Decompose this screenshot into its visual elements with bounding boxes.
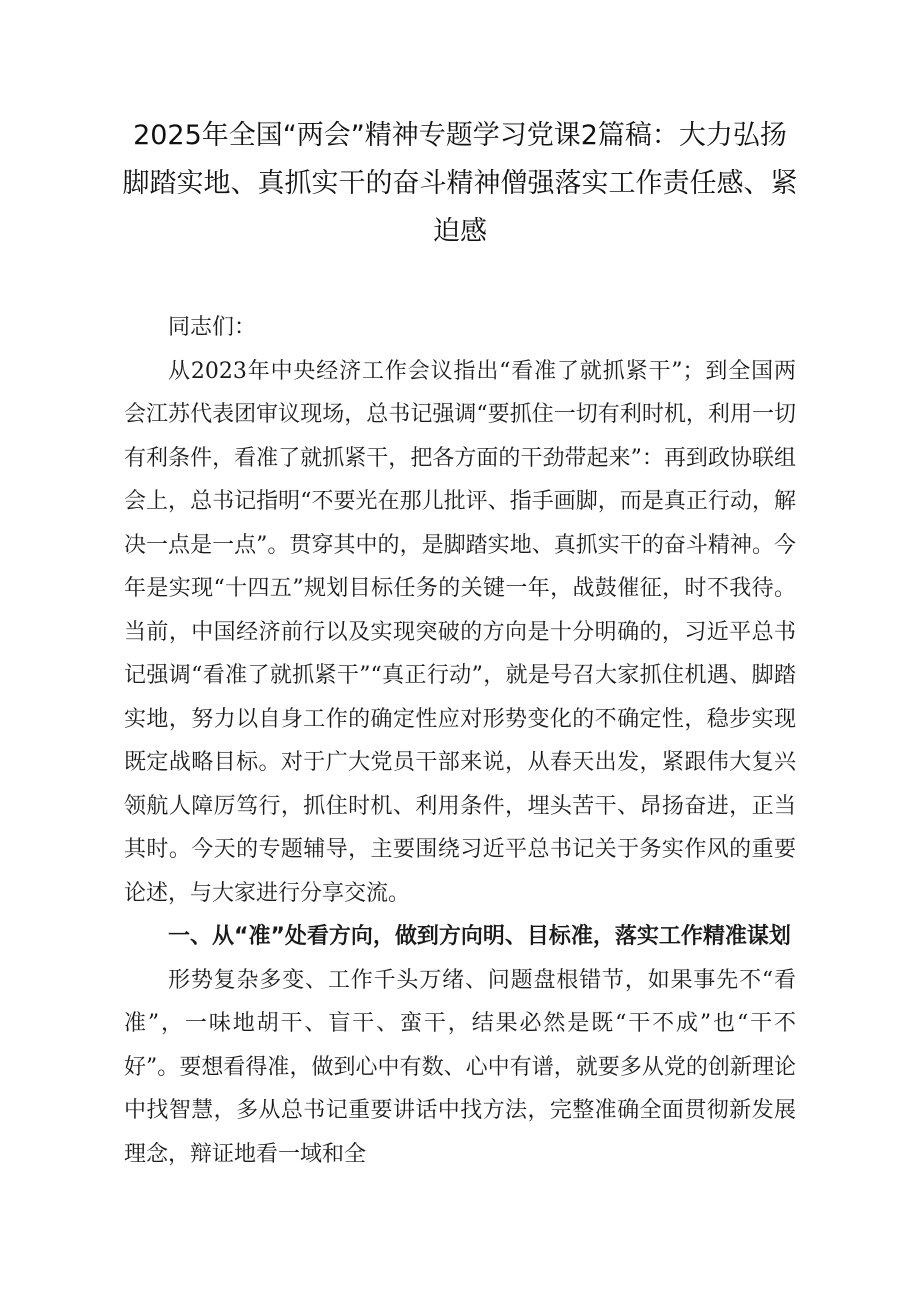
section-paragraph: 形势复杂多变、工作千头万绪、问题盘根错节，如果事先不“看准”，一味地胡干、盲干、蛮干，结果必然是既“干不成”也“干不好”。要想看得准，做到心中有数、心中有谱，就要多从党的创新理论中找智慧，多从总书记重要讲话中找方法，完整准确全面贯彻新发展理念，辩证地看一域和全 bbox=[124, 967, 796, 1167]
document-body bbox=[124, 306, 796, 1176]
section-heading: 一、从“准”处看方向，做到方向明、目标准，落实工作精准谋划 bbox=[168, 924, 791, 949]
salutation: 同志们： bbox=[168, 315, 257, 340]
document-title: 2025年全国“两会”精神专题学习党课2篇稿：大力弘扬脚踏实地、真抓实干的奋斗精神僧强落实工作责任感、紧迫感 bbox=[122, 120, 798, 247]
paragraph: 从2023年中央经济工作会议指出“看准了就抓紧干”；到全国两会江苏代表团审议现场，总书记强调“要抓住一切有利时机，利用一切有利条件，看准了就抓紧干，把各方面的干劲带起来”：再到政协联组会上，总书记指明“不要光在那儿批评、指手画脚，而是真正行动，解决一点是一点”。贯穿其中的，是脚踏实地、真抓实干的奋斗精神。今年是实现“十四五”规划目标任务的关键一年，战鼓催征，时不我待。当前，中国经济前行以及实现突破的方向是十分明确的，习近平总书记强调“看准了就抓紧干”“真正行动”，就是号召大家抓住机遇、脚踏实地，努力以自身工作的确定性应对形势变化的不确定性，稳步实现既定战略目标。对于广大党员干部来说，从春天出发，紧跟伟大复兴领航人障厉笃行，抓住时机、利用条件，埋头苦干、昂扬奋进，正当其时。今天的专题辅导，主要围绕习近平总书记关于务实作风的重要论述，与大家进行分享交流。 bbox=[124, 358, 796, 906]
